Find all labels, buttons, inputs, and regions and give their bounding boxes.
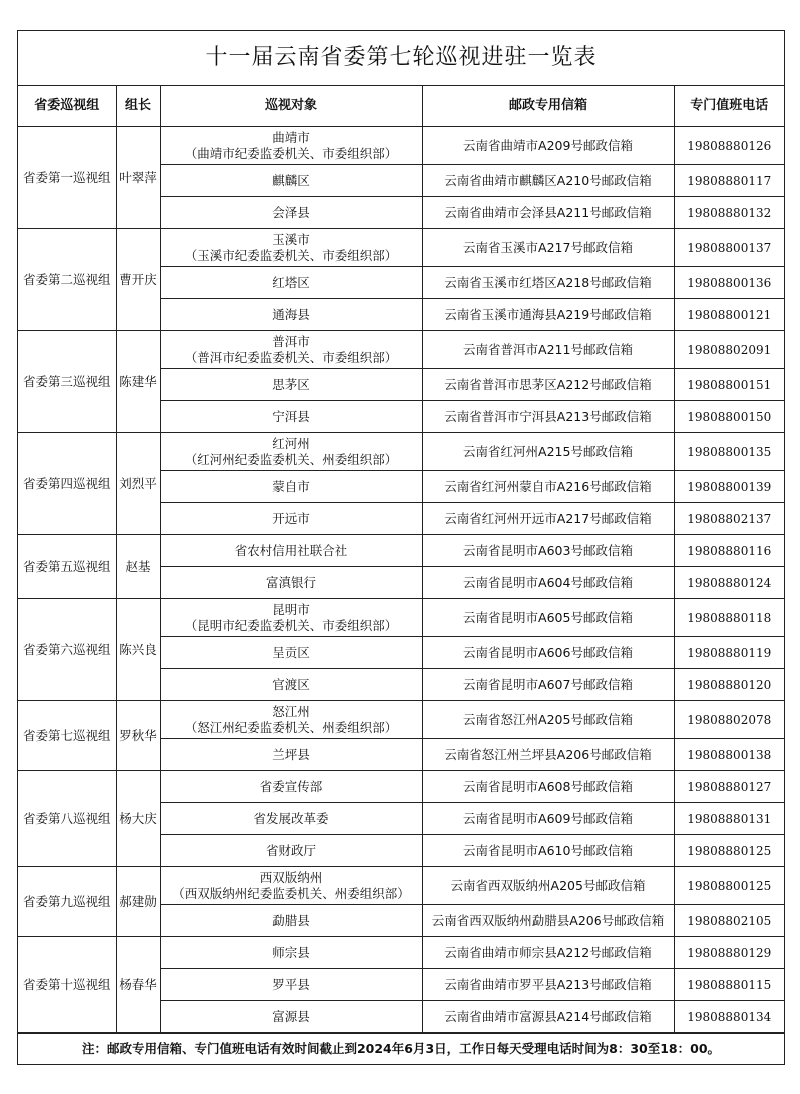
- target-name: 会泽县: [272, 204, 310, 220]
- mailbox-cell: 云南省曲靖市师宗县A212号邮政信箱: [422, 937, 674, 969]
- phone-cell: 19808800151: [674, 369, 784, 401]
- phone-cell: 19808800137: [674, 229, 784, 267]
- header-group: 省委巡视组: [18, 86, 116, 127]
- target-cell: [160, 739, 422, 771]
- target-name: 富源县: [272, 1008, 310, 1024]
- mailbox-cell: 云南省普洱市思茅区A212号邮政信箱: [422, 369, 674, 401]
- phone-cell: 19808800125: [674, 867, 784, 905]
- phone-cell: 19808880120: [674, 669, 784, 701]
- group-leader-cell: 杨大庆: [116, 771, 160, 867]
- mailbox-cell: 云南省昆明市A608号邮政信箱: [422, 771, 674, 803]
- target-cell: [160, 803, 422, 835]
- target-subtitle: （玉溪市纪委监委机关、市委组织部）: [184, 247, 398, 263]
- phone-cell: 19808880116: [674, 535, 784, 567]
- target-cell: [160, 503, 422, 535]
- target-subtitle: （曲靖市纪委监委机关、市委组织部）: [184, 145, 398, 161]
- group-name-cell: 省委第五巡视组: [18, 535, 116, 599]
- target-cell: [160, 165, 422, 197]
- page-title: 十一届云南省委第七轮巡视进驻一览表: [18, 31, 784, 86]
- table-row: [18, 937, 784, 969]
- phone-cell: 19808802137: [674, 503, 784, 535]
- phone-cell: 19808880132: [674, 197, 784, 229]
- phone-cell: 19808880119: [674, 637, 784, 669]
- target-cell: [160, 937, 422, 969]
- group-leader-cell: 赵基: [116, 535, 160, 599]
- table-row: [18, 599, 784, 637]
- target-cell: [160, 835, 422, 867]
- group-leader-cell: 刘烈平: [116, 433, 160, 535]
- footnote: 注：邮政专用信箱、专门值班电话有效时间截止到2024年6月3日，工作日每天受理电话时间为8：30至18：00。: [18, 1033, 784, 1064]
- target-name: 通海县: [272, 306, 310, 322]
- group-leader-cell: 陈建华: [116, 331, 160, 433]
- phone-cell: 19808880129: [674, 937, 784, 969]
- header-leader: 组长: [116, 86, 160, 127]
- group-leader-cell: 郝建勋: [116, 867, 160, 937]
- target-cell: [160, 905, 422, 937]
- mailbox-cell: 云南省西双版纳州A205号邮政信箱: [422, 867, 674, 905]
- mailbox-cell: 云南省昆明市A607号邮政信箱: [422, 669, 674, 701]
- target-name: 曲靖市: [272, 129, 310, 145]
- table-row: [18, 701, 784, 739]
- mailbox-cell: 云南省玉溪市红塔区A218号邮政信箱: [422, 267, 674, 299]
- table-row: [18, 771, 784, 803]
- group-leader-cell: 叶翠萍: [116, 127, 160, 229]
- mailbox-cell: 云南省怒江州兰坪县A206号邮政信箱: [422, 739, 674, 771]
- target-subtitle: （普洱市纪委监委机关、市委组织部）: [184, 349, 398, 365]
- group-leader-cell: 曹开庆: [116, 229, 160, 331]
- group-name-cell: 省委第六巡视组: [18, 599, 116, 701]
- header-phone: 专门值班电话: [674, 86, 784, 127]
- mailbox-cell: 云南省普洱市宁洱县A213号邮政信箱: [422, 401, 674, 433]
- mailbox-cell: 云南省昆明市A610号邮政信箱: [422, 835, 674, 867]
- table-row: [18, 229, 784, 267]
- mailbox-cell: 云南省曲靖市富源县A214号邮政信箱: [422, 1001, 674, 1033]
- target-subtitle: （红河州纪委监委机关、州委组织部）: [184, 451, 398, 467]
- target-name: 普洱市: [272, 333, 310, 349]
- target-cell: [160, 267, 422, 299]
- group-name-cell: 省委第九巡视组: [18, 867, 116, 937]
- phone-cell: 19808880126: [674, 127, 784, 165]
- target-cell: [160, 471, 422, 503]
- target-cell: [160, 771, 422, 803]
- target-name: 西双版纳州: [259, 869, 323, 885]
- target-cell: [160, 401, 422, 433]
- group-leader-cell: 杨春华: [116, 937, 160, 1033]
- target-cell: [160, 637, 422, 669]
- mailbox-cell: 云南省昆明市A604号邮政信箱: [422, 567, 674, 599]
- mailbox-cell: 云南省昆明市A603号邮政信箱: [422, 535, 674, 567]
- phone-cell: 19808880115: [674, 969, 784, 1001]
- table-body: [18, 127, 784, 1033]
- header-mailbox: 邮政专用信箱: [422, 86, 674, 127]
- group-name-cell: 省委第四巡视组: [18, 433, 116, 535]
- target-name: 宁洱县: [272, 408, 310, 424]
- phone-cell: 19808802105: [674, 905, 784, 937]
- group-leader-cell: 罗秋华: [116, 701, 160, 771]
- target-subtitle: （昆明市纪委监委机关、市委组织部）: [184, 617, 398, 633]
- mailbox-cell: 云南省怒江州A205号邮政信箱: [422, 701, 674, 739]
- target-name: 勐腊县: [272, 912, 310, 928]
- target-cell: [160, 567, 422, 599]
- target-cell: [160, 867, 422, 905]
- phone-cell: 19808802078: [674, 701, 784, 739]
- target-name: 开远市: [272, 510, 310, 526]
- target-cell: [160, 701, 422, 739]
- phone-cell: 19808880125: [674, 835, 784, 867]
- mailbox-cell: 云南省红河州A215号邮政信箱: [422, 433, 674, 471]
- target-name: 兰坪县: [272, 746, 310, 762]
- target-name: 官渡区: [272, 676, 310, 692]
- header-target: 巡视对象: [160, 86, 422, 127]
- target-subtitle: （怒江州纪委监委机关、州委组织部）: [184, 719, 398, 735]
- target-cell: [160, 1001, 422, 1033]
- mailbox-cell: 云南省曲靖市罗平县A213号邮政信箱: [422, 969, 674, 1001]
- phone-cell: 19808800150: [674, 401, 784, 433]
- mailbox-cell: 云南省玉溪市A217号邮政信箱: [422, 229, 674, 267]
- group-name-cell: 省委第七巡视组: [18, 701, 116, 771]
- inspection-table: [18, 86, 784, 1033]
- table-row: [18, 535, 784, 567]
- target-cell: [160, 969, 422, 1001]
- phone-cell: 19808880118: [674, 599, 784, 637]
- target-cell: [160, 369, 422, 401]
- phone-cell: 19808800138: [674, 739, 784, 771]
- group-name-cell: 省委第二巡视组: [18, 229, 116, 331]
- group-name-cell: 省委第三巡视组: [18, 331, 116, 433]
- mailbox-cell: 云南省曲靖市麒麟区A210号邮政信箱: [422, 165, 674, 197]
- target-cell: [160, 535, 422, 567]
- target-subtitle: （西双版纳州纪委监委机关、州委组织部）: [172, 885, 410, 901]
- mailbox-cell: 云南省昆明市A606号邮政信箱: [422, 637, 674, 669]
- target-name: 蒙自市: [272, 478, 310, 494]
- target-cell: [160, 669, 422, 701]
- phone-cell: 19808880134: [674, 1001, 784, 1033]
- phone-cell: 19808800121: [674, 299, 784, 331]
- header-row: [18, 86, 784, 127]
- target-cell: [160, 229, 422, 267]
- mailbox-cell: 云南省西双版纳州勐腊县A206号邮政信箱: [422, 905, 674, 937]
- target-cell: [160, 331, 422, 369]
- mailbox-cell: 云南省红河州开远市A217号邮政信箱: [422, 503, 674, 535]
- target-name: 昆明市: [272, 601, 310, 617]
- target-name: 怒江州: [272, 703, 310, 719]
- mailbox-cell: 云南省曲靖市会泽县A211号邮政信箱: [422, 197, 674, 229]
- target-cell: [160, 197, 422, 229]
- phone-cell: 19808880131: [674, 803, 784, 835]
- target-cell: [160, 127, 422, 165]
- target-name: 思茅区: [272, 376, 310, 392]
- mailbox-cell: 云南省昆明市A605号邮政信箱: [422, 599, 674, 637]
- target-name: 省财政厅: [265, 842, 316, 858]
- phone-cell: 19808880124: [674, 567, 784, 599]
- table-row: [18, 127, 784, 165]
- target-name: 红塔区: [272, 274, 310, 290]
- table-row: [18, 867, 784, 905]
- phone-cell: 19808802091: [674, 331, 784, 369]
- group-name-cell: 省委第一巡视组: [18, 127, 116, 229]
- phone-cell: 19808800139: [674, 471, 784, 503]
- mailbox-cell: 云南省玉溪市通海县A219号邮政信箱: [422, 299, 674, 331]
- target-name: 师宗县: [272, 944, 310, 960]
- target-name: 省发展改革委: [253, 810, 329, 826]
- group-name-cell: 省委第十巡视组: [18, 937, 116, 1033]
- group-leader-cell: 陈兴良: [116, 599, 160, 701]
- mailbox-cell: 云南省红河州蒙自市A216号邮政信箱: [422, 471, 674, 503]
- target-name: 省委宣传部: [259, 778, 323, 794]
- target-name: 麒麟区: [272, 172, 310, 188]
- target-name: 红河州: [272, 435, 310, 451]
- target-name: 玉溪市: [272, 231, 310, 247]
- target-cell: [160, 599, 422, 637]
- target-name: 富滇银行: [265, 574, 316, 590]
- target-name: 省农村信用社联合社: [234, 542, 348, 558]
- phone-cell: 19808800135: [674, 433, 784, 471]
- phone-cell: 19808880117: [674, 165, 784, 197]
- target-cell: [160, 433, 422, 471]
- mailbox-cell: 云南省曲靖市A209号邮政信箱: [422, 127, 674, 165]
- target-name: 罗平县: [272, 976, 310, 992]
- mailbox-cell: 云南省昆明市A609号邮政信箱: [422, 803, 674, 835]
- phone-cell: 19808880127: [674, 771, 784, 803]
- target-cell: [160, 299, 422, 331]
- target-name: 呈贡区: [272, 644, 310, 660]
- table-row: [18, 433, 784, 471]
- table-row: [18, 331, 784, 369]
- phone-cell: 19808800136: [674, 267, 784, 299]
- group-name-cell: 省委第八巡视组: [18, 771, 116, 867]
- document-frame: [17, 30, 785, 1065]
- mailbox-cell: 云南省普洱市A211号邮政信箱: [422, 331, 674, 369]
